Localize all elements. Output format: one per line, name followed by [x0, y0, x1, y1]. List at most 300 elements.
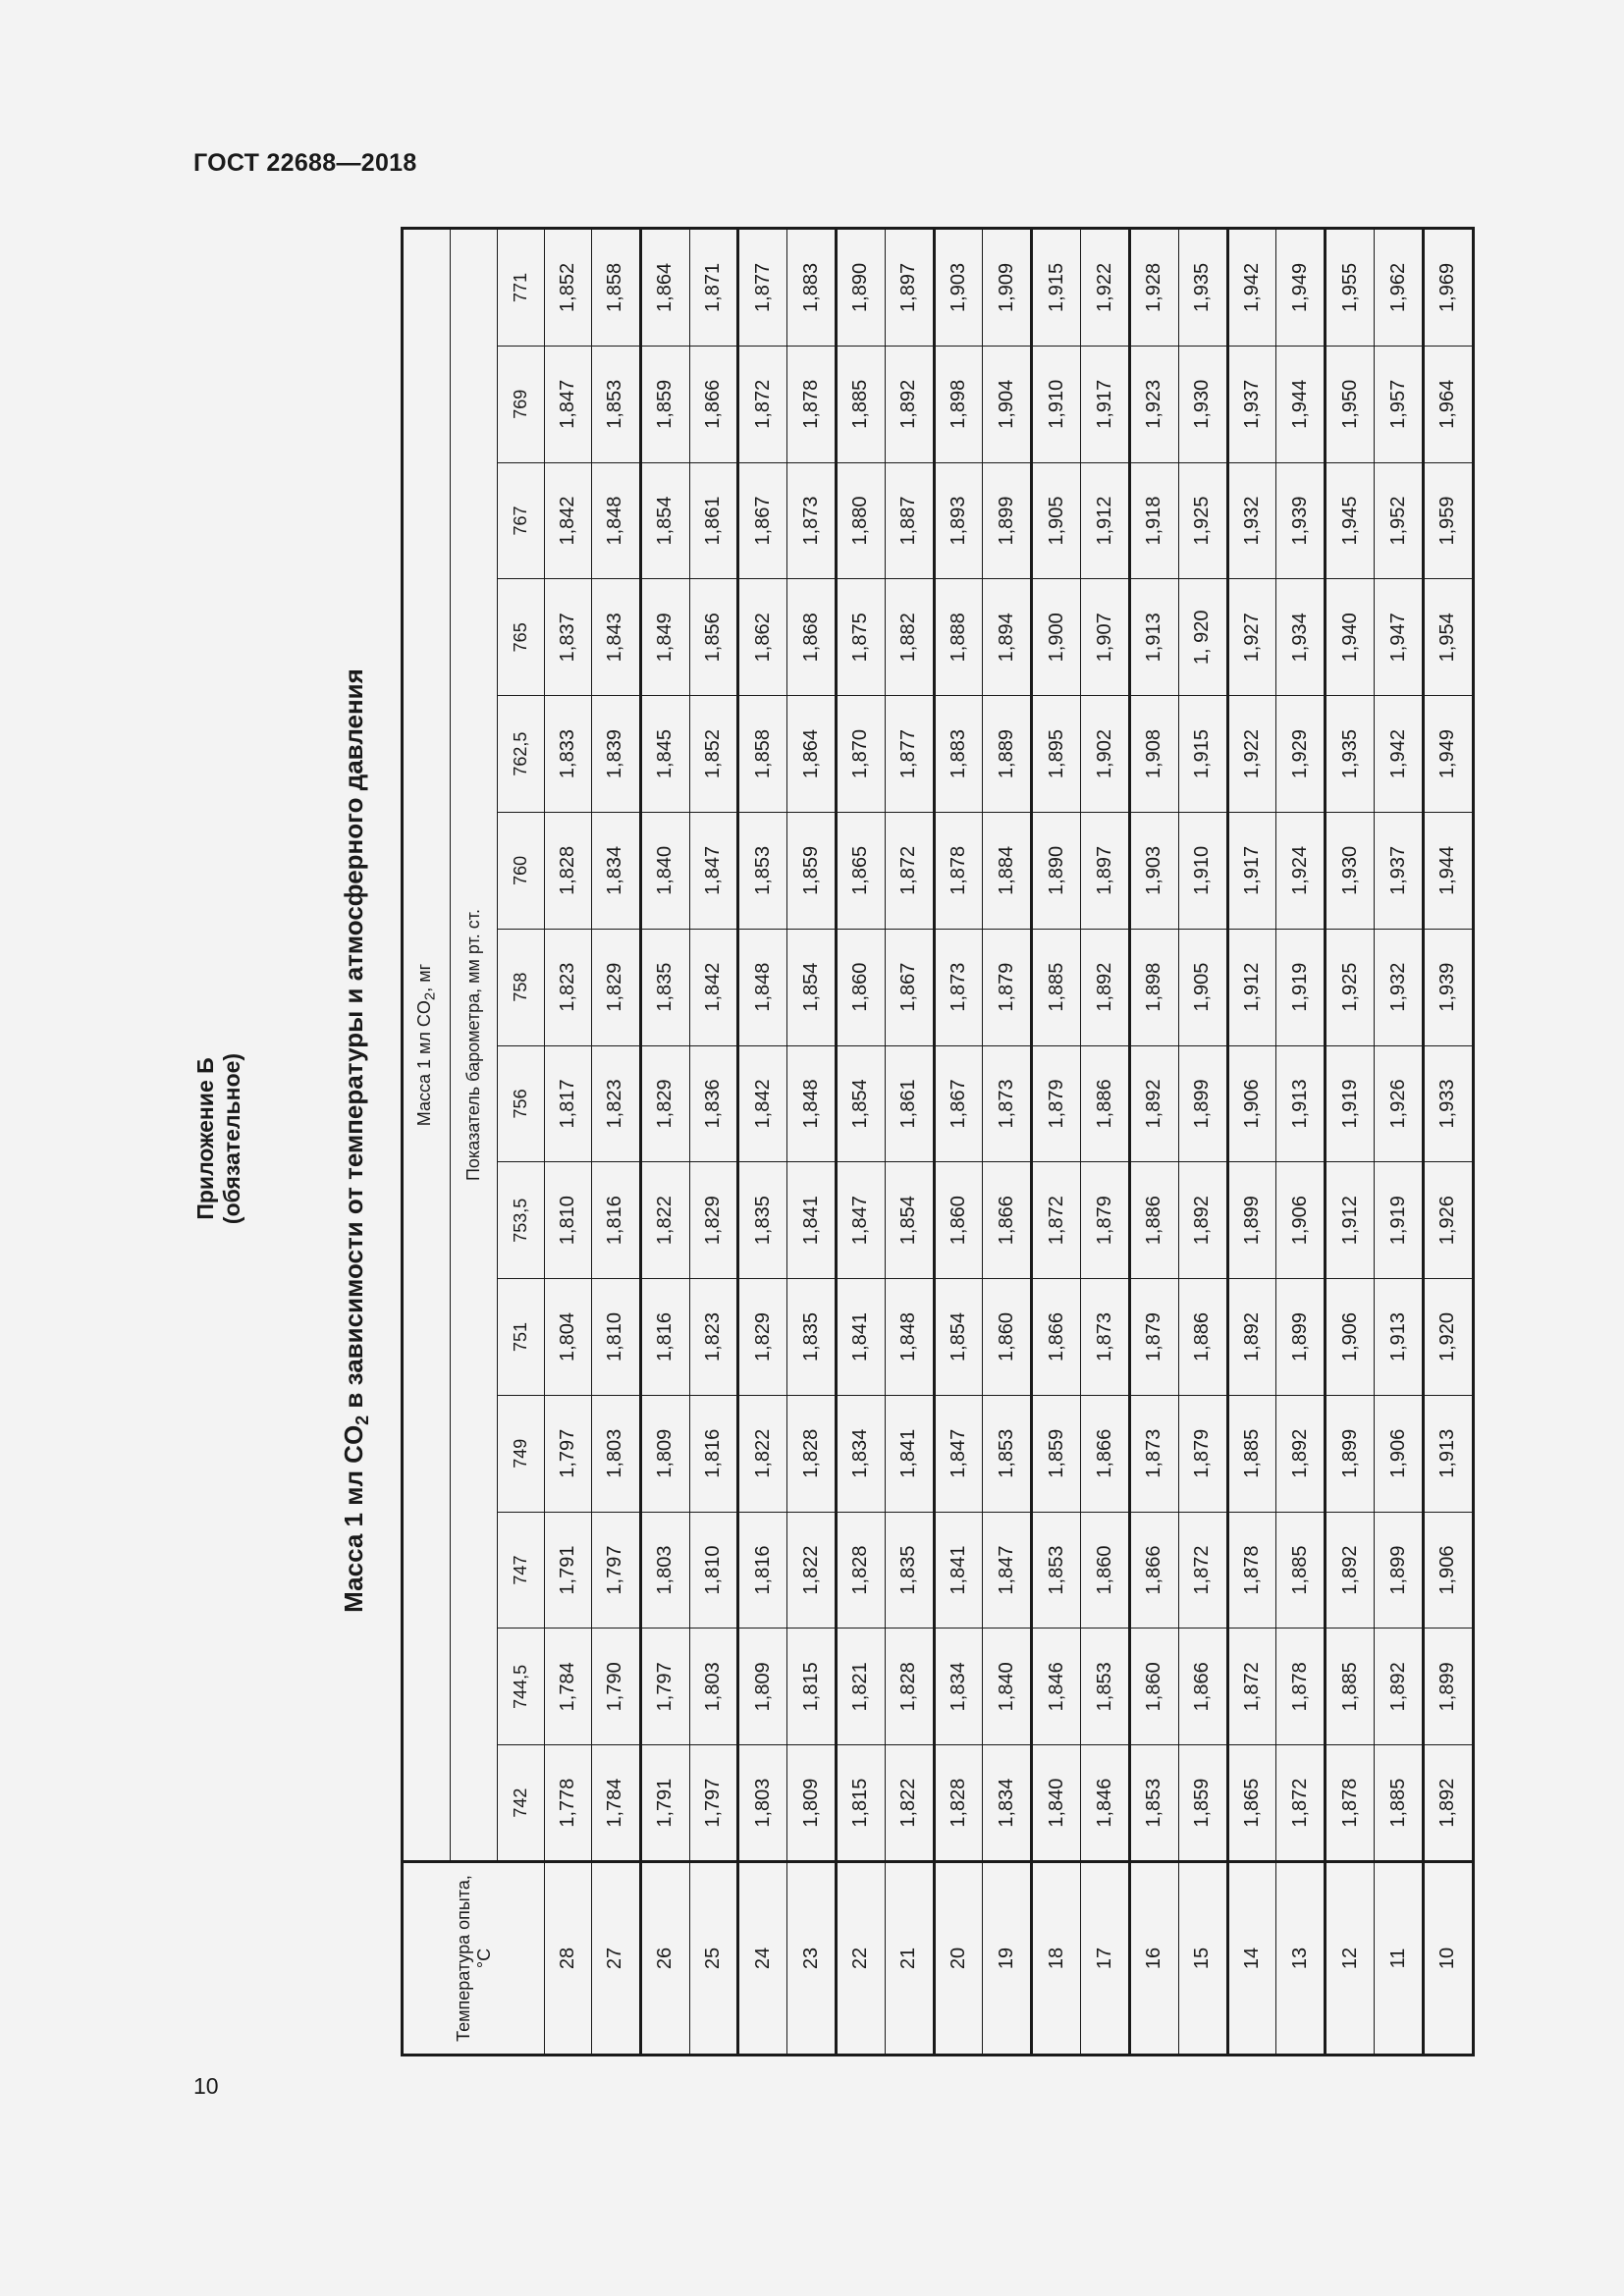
mass-value-cell: 1,878: [1276, 1629, 1326, 1745]
mass-value-cell: 1,885: [1032, 929, 1081, 1045]
mass-value-cell: 1,853: [1129, 1745, 1178, 1862]
mass-value-cell: 1,879: [1178, 1395, 1227, 1512]
mass-header-sub: 2: [421, 991, 439, 1001]
mass-value-cell: 1,898: [1129, 929, 1178, 1045]
table-body: [545, 230, 1473, 2055]
mass-value-cell: 1,823: [689, 1279, 738, 1396]
pressure-values-row: [498, 230, 545, 2055]
mass-value-cell: 1,883: [787, 230, 837, 347]
mass-value-cell: 1,815: [836, 1745, 885, 1862]
pressure-column-header: 753,5: [498, 1162, 545, 1279]
table-row: [1178, 230, 1227, 2055]
mass-value-cell: 1,817: [545, 1045, 592, 1162]
pressure-header: Показатель барометра, мм рт. ст.: [451, 230, 498, 1862]
temperature-cell: 22: [836, 1862, 885, 2055]
mass-value-cell: 1,899: [1423, 1629, 1472, 1745]
table-row: [1326, 230, 1375, 2055]
mass-value-cell: 1,942: [1227, 230, 1276, 347]
mass-value-cell: 1,892: [885, 346, 934, 462]
mass-value-cell: 1,797: [689, 1745, 738, 1862]
table-row: [591, 230, 640, 2055]
temperature-header: Температура опыта, °С: [404, 1862, 545, 2055]
mass-value-cell: 1,873: [983, 1045, 1032, 1162]
mass-value-cell: 1,885: [1375, 1745, 1424, 1862]
mass-value-cell: 1,864: [640, 230, 689, 347]
mass-value-cell: 1,866: [1081, 1395, 1130, 1512]
mass-value-cell: 1,868: [787, 579, 837, 696]
mass-value-cell: 1,834: [934, 1629, 983, 1745]
mass-value-cell: 1,829: [738, 1279, 787, 1396]
mass-value-cell: 1,912: [1081, 462, 1130, 579]
pressure-column-header: 760: [498, 812, 545, 929]
mass-value-cell: 1,848: [885, 1279, 934, 1396]
mass-value-cell: 1,947: [1375, 579, 1424, 696]
table-row: [836, 230, 885, 2055]
mass-value-cell: 1,790: [591, 1629, 640, 1745]
mass-value-cell: 1,877: [738, 230, 787, 347]
mass-value-cell: 1,847: [983, 1512, 1032, 1629]
mass-value-cell: 1,906: [1375, 1395, 1424, 1512]
table-row: [1129, 230, 1178, 2055]
mass-value-cell: 1,879: [1129, 1279, 1178, 1396]
mass-value-cell: 1,912: [1326, 1162, 1375, 1279]
mass-value-cell: 1,836: [689, 1045, 738, 1162]
mass-value-cell: 1,937: [1227, 346, 1276, 462]
mass-value-cell: 1,906: [1326, 1279, 1375, 1396]
table-row: [640, 230, 689, 2055]
mass-value-cell: 1,955: [1326, 230, 1375, 347]
mass-value-cell: 1,848: [591, 462, 640, 579]
mass-value-cell: 1,909: [983, 230, 1032, 347]
mass-value-cell: 1,828: [787, 1395, 837, 1512]
table-row: [1032, 230, 1081, 2055]
mass-value-cell: 1,828: [836, 1512, 885, 1629]
mass-value-cell: 1,810: [689, 1512, 738, 1629]
mass-value-cell: 1,907: [1081, 579, 1130, 696]
mass-value-cell: 1,875: [836, 579, 885, 696]
mass-value-cell: 1,905: [1032, 462, 1081, 579]
pressure-column-header: 756: [498, 1045, 545, 1162]
page-number: 10: [193, 2073, 219, 2099]
mass-value-cell: 1,842: [545, 462, 592, 579]
pressure-column-header: 767: [498, 462, 545, 579]
mass-value-cell: 1,952: [1375, 462, 1424, 579]
mass-value-cell: 1,835: [738, 1162, 787, 1279]
mass-value-cell: 1,853: [983, 1395, 1032, 1512]
mass-value-cell: 1,816: [640, 1279, 689, 1396]
mass-value-cell: 1,847: [689, 812, 738, 929]
table-title-suffix: в зависимости от температуры и атмосферного давления: [339, 668, 368, 1415]
mass-value-cell: 1,858: [738, 696, 787, 813]
mass-header-suffix: , мг: [414, 963, 435, 992]
mass-value-cell: 1,840: [983, 1629, 1032, 1745]
mass-value-cell: 1,918: [1129, 462, 1178, 579]
temperature-cell: 20: [934, 1862, 983, 2055]
mass-value-cell: 1,866: [1178, 1629, 1227, 1745]
mass-value-cell: 1,892: [1276, 1395, 1326, 1512]
mass-value-cell: 1,865: [1227, 1745, 1276, 1862]
mass-value-cell: 1,854: [787, 929, 837, 1045]
mass-value-cell: 1,879: [1032, 1045, 1081, 1162]
mass-value-cell: 1,892: [1178, 1162, 1227, 1279]
mass-value-cell: 1,835: [787, 1279, 837, 1396]
mass-value-cell: 1,809: [787, 1745, 837, 1862]
mass-value-cell: 1,861: [689, 462, 738, 579]
mass-value-cell: 1,859: [1178, 1745, 1227, 1862]
temperature-cell: 18: [1032, 1862, 1081, 2055]
mass-value-cell: 1,878: [934, 812, 983, 929]
mass-value-cell: 1,913: [1276, 1045, 1326, 1162]
table-row: [1276, 230, 1326, 2055]
mass-value-cell: 1,829: [591, 929, 640, 1045]
mass-value-cell: 1,962: [1375, 230, 1424, 347]
mass-value-cell: 1,866: [689, 346, 738, 462]
mass-value-cell: 1,933: [1423, 1045, 1472, 1162]
table-row: [983, 230, 1032, 2055]
mass-value-cell: 1,882: [885, 579, 934, 696]
mass-value-cell: 1,853: [1032, 1512, 1081, 1629]
mass-value-cell: 1,848: [738, 929, 787, 1045]
mass-value-cell: 1,903: [934, 230, 983, 347]
mass-value-cell: 1,841: [836, 1279, 885, 1396]
appendix-heading: [192, 942, 245, 1335]
table-row: [1423, 230, 1472, 2055]
mass-value-cell: 1,822: [738, 1395, 787, 1512]
mass-value-cell: 1,878: [1326, 1745, 1375, 1862]
mass-value-cell: 1,910: [1032, 346, 1081, 462]
mass-value-cell: 1,860: [1129, 1629, 1178, 1745]
temperature-cell: 23: [787, 1862, 837, 2055]
mass-value-cell: 1,920: [1423, 1279, 1472, 1396]
mass-value-cell: 1,910: [1178, 812, 1227, 929]
mass-value-cell: 1,904: [983, 346, 1032, 462]
mass-value-cell: 1,846: [1081, 1745, 1130, 1862]
mass-value-cell: 1,949: [1423, 696, 1472, 813]
mass-value-cell: 1,897: [1081, 812, 1130, 929]
table-row: [1081, 230, 1130, 2055]
mass-value-cell: 1,944: [1276, 346, 1326, 462]
mass-value-cell: 1,809: [640, 1395, 689, 1512]
table-title-prefix: Масса 1 мл CO: [339, 1424, 368, 1613]
mass-value-cell: 1,797: [545, 1395, 592, 1512]
mass-value-cell: 1,897: [885, 230, 934, 347]
mass-value-cell: 1,840: [1032, 1745, 1081, 1862]
mass-value-cell: 1,828: [545, 812, 592, 929]
temperature-cell: 11: [1375, 1862, 1424, 2055]
table-row: [545, 230, 592, 2055]
mass-value-cell: 1,797: [591, 1512, 640, 1629]
mass-value-cell: 1,847: [545, 346, 592, 462]
mass-value-cell: 1,912: [1227, 929, 1276, 1045]
mass-value-cell: 1,922: [1227, 696, 1276, 813]
mass-value-cell: 1,840: [640, 812, 689, 929]
mass-value-cell: 1,810: [545, 1162, 592, 1279]
mass-value-cell: 1,837: [545, 579, 592, 696]
table-title: [339, 503, 373, 1779]
mass-value-cell: 1,854: [934, 1279, 983, 1396]
mass-value-cell: 1,866: [983, 1162, 1032, 1279]
mass-value-cell: 1,929: [1276, 696, 1326, 813]
mass-value-cell: 1,853: [1081, 1629, 1130, 1745]
mass-value-cell: 1,862: [738, 579, 787, 696]
mass-value-cell: 1,935: [1326, 696, 1375, 813]
mass-value-cell: 1,841: [934, 1512, 983, 1629]
mass-value-cell: 1,853: [591, 346, 640, 462]
mass-value-cell: 1,834: [836, 1395, 885, 1512]
mass-value-cell: 1,926: [1375, 1045, 1424, 1162]
mass-value-cell: 1,852: [545, 230, 592, 347]
document-code: ГОСТ 22688—2018: [193, 149, 417, 177]
temperature-cell: 24: [738, 1862, 787, 2055]
mass-value-cell: 1,913: [1423, 1395, 1472, 1512]
mass-value-cell: 1,954: [1423, 579, 1472, 696]
mass-value-cell: 1,889: [983, 696, 1032, 813]
mass-value-cell: 1,791: [545, 1512, 592, 1629]
mass-value-cell: 1,917: [1081, 346, 1130, 462]
mass-value-cell: 1,859: [640, 346, 689, 462]
mass-value-cell: 1,892: [1375, 1629, 1424, 1745]
pressure-column-header: 758: [498, 929, 545, 1045]
mass-value-cell: 1,867: [738, 462, 787, 579]
temperature-cell: 28: [545, 1862, 592, 2055]
mass-value-cell: 1,923: [1129, 346, 1178, 462]
mass-value-cell: 1,937: [1375, 812, 1424, 929]
mass-value-cell: 1,872: [738, 346, 787, 462]
mass-value-cell: 1,803: [640, 1512, 689, 1629]
mass-value-cell: 1,854: [885, 1162, 934, 1279]
mass-value-cell: 1,940: [1326, 579, 1375, 696]
temperature-cell: 16: [1129, 1862, 1178, 2055]
mass-value-cell: 1,949: [1276, 230, 1326, 347]
mass-value-cell: 1,915: [1032, 230, 1081, 347]
mass-value-cell: 1,890: [836, 230, 885, 347]
temperature-cell: 26: [640, 1862, 689, 2055]
mass-value-cell: 1,924: [1276, 812, 1326, 929]
mass-value-cell: 1,835: [885, 1512, 934, 1629]
mass-value-cell: 1,908: [1129, 696, 1178, 813]
mass-value-cell: 1,903: [1129, 812, 1178, 929]
table-row: [934, 230, 983, 2055]
mass-value-cell: 1,944: [1423, 812, 1472, 929]
mass-value-cell: 1,841: [885, 1395, 934, 1512]
mass-value-cell: 1,865: [836, 812, 885, 929]
mass-value-cell: 1,885: [1227, 1395, 1276, 1512]
appendix-title: Приложение Б: [192, 1057, 218, 1220]
mass-value-cell: 1,847: [836, 1162, 885, 1279]
mass-value-cell: 1,860: [983, 1279, 1032, 1396]
mass-value-cell: 1,878: [1227, 1512, 1276, 1629]
mass-value-cell: 1,913: [1129, 579, 1178, 696]
mass-value-cell: 1,834: [983, 1745, 1032, 1862]
mass-value-cell: 1,828: [934, 1745, 983, 1862]
mass-value-cell: 1,848: [787, 1045, 837, 1162]
mass-value-cell: 1,872: [1032, 1162, 1081, 1279]
mass-value-cell: 1,894: [983, 579, 1032, 696]
mass-value-cell: 1,964: [1423, 346, 1472, 462]
mass-value-cell: 1,930: [1326, 812, 1375, 929]
pressure-column-header: 747: [498, 1512, 545, 1629]
mass-value-cell: 1,845: [640, 696, 689, 813]
temperature-cell: 17: [1081, 1862, 1130, 2055]
mass-value-cell: 1,809: [738, 1629, 787, 1745]
mass-value-cell: 1,917: [1227, 812, 1276, 929]
mass-value-cell: 1,932: [1375, 929, 1424, 1045]
mass-value-cell: 1,898: [934, 346, 983, 462]
pressure-column-header: 744,5: [498, 1629, 545, 1745]
mass-value-cell: 1,888: [934, 579, 983, 696]
mass-value-cell: 1,919: [1326, 1045, 1375, 1162]
co2-mass-table: [403, 229, 1473, 2055]
mass-value-cell: 1,829: [689, 1162, 738, 1279]
mass-value-cell: 1,858: [591, 230, 640, 347]
table-row: [1375, 230, 1424, 2055]
mass-value-cell: 1,860: [836, 929, 885, 1045]
mass-value-cell: 1,959: [1423, 462, 1472, 579]
mass-value-cell: 1,839: [591, 696, 640, 813]
mass-value-cell: 1,906: [1276, 1162, 1326, 1279]
mass-value-cell: 1,906: [1227, 1045, 1276, 1162]
pressure-column-header: 742: [498, 1745, 545, 1862]
mass-value-cell: 1,816: [738, 1512, 787, 1629]
table-row: [689, 230, 738, 2055]
mass-value-cell: 1,804: [545, 1279, 592, 1396]
mass-value-cell: 1,919: [1375, 1162, 1424, 1279]
mass-value-cell: 1,872: [1178, 1512, 1227, 1629]
mass-value-cell: 1,915: [1178, 696, 1227, 813]
mass-value-cell: 1,866: [1032, 1279, 1081, 1396]
mass-value-cell: 1,871: [689, 230, 738, 347]
mass-value-cell: 1,873: [934, 929, 983, 1045]
mass-value-cell: 1,873: [1129, 1395, 1178, 1512]
mass-value-cell: 1,853: [738, 812, 787, 929]
temperature-cell: 19: [983, 1862, 1032, 2055]
mass-value-cell: 1,892: [1423, 1745, 1472, 1862]
mass-value-cell: 1,939: [1423, 929, 1472, 1045]
temperature-cell: 27: [591, 1862, 640, 2055]
mass-value-cell: 1,930: [1178, 346, 1227, 462]
mass-value-cell: 1,886: [1129, 1162, 1178, 1279]
mass-value-cell: 1,880: [836, 462, 885, 579]
mass-value-cell: 1,886: [1081, 1045, 1130, 1162]
mass-value-cell: 1,860: [1081, 1512, 1130, 1629]
mass-value-cell: 1,791: [640, 1745, 689, 1862]
mass-value-cell: 1,864: [787, 696, 837, 813]
table-row: [885, 230, 934, 2055]
mass-value-cell: 1,913: [1375, 1279, 1424, 1396]
mass-value-cell: 1,847: [934, 1395, 983, 1512]
mass-value-cell: 1,945: [1326, 462, 1375, 579]
mass-value-cell: 1,926: [1423, 1162, 1472, 1279]
pressure-column-header: 771: [498, 230, 545, 347]
temperature-cell: 10: [1423, 1862, 1472, 2055]
mass-value-cell: 1,803: [689, 1629, 738, 1745]
mass-value-cell: 1,893: [934, 462, 983, 579]
mass-value-cell: 1,900: [1032, 579, 1081, 696]
mass-value-cell: 1,803: [591, 1395, 640, 1512]
mass-value-cell: 1,950: [1326, 346, 1375, 462]
mass-value-cell: 1,886: [1178, 1279, 1227, 1396]
pressure-column-header: 769: [498, 346, 545, 462]
mass-value-cell: 1,852: [689, 696, 738, 813]
mass-value-cell: 1,935: [1178, 230, 1227, 347]
mass-value-cell: 1,885: [1276, 1512, 1326, 1629]
mass-header-prefix: Масса 1 мл CO: [414, 1000, 435, 1127]
mass-value-cell: 1,854: [640, 462, 689, 579]
mass-value-cell: 1,846: [1032, 1629, 1081, 1745]
mass-value-cell: 1,816: [689, 1395, 738, 1512]
mass-value-cell: 1,899: [1178, 1045, 1227, 1162]
pressure-column-header: 765: [498, 579, 545, 696]
mass-value-cell: 1,873: [1081, 1279, 1130, 1396]
temperature-cell: 15: [1178, 1862, 1227, 2055]
temperature-cell: 14: [1227, 1862, 1276, 2055]
mass-value-cell: 1,899: [1326, 1395, 1375, 1512]
mass-value-cell: 1,815: [787, 1629, 837, 1745]
mass-value-cell: 1,934: [1276, 579, 1326, 696]
mass-value-cell: 1,892: [1129, 1045, 1178, 1162]
mass-value-cell: 1,821: [836, 1629, 885, 1745]
mass-value-cell: 1,856: [689, 579, 738, 696]
mass-value-cell: 1,849: [640, 579, 689, 696]
mass-value-cell: 1,866: [1129, 1512, 1178, 1629]
pressure-column-header: 762,5: [498, 696, 545, 813]
mass-value-cell: 1,927: [1227, 579, 1276, 696]
mass-value-cell: 1,861: [885, 1045, 934, 1162]
mass-value-cell: 1,835: [640, 929, 689, 1045]
mass-value-cell: 1,822: [640, 1162, 689, 1279]
table-title-sub: 2: [352, 1415, 373, 1425]
table-row: [787, 230, 837, 2055]
mass-value-cell: 1,879: [1081, 1162, 1130, 1279]
mass-value-cell: 1,932: [1227, 462, 1276, 579]
mass-value-cell: 1,822: [787, 1512, 837, 1629]
mass-value-cell: 1,810: [591, 1279, 640, 1396]
mass-value-cell: 1,883: [934, 696, 983, 813]
mass-value-cell: 1,899: [1375, 1512, 1424, 1629]
temperature-cell: 12: [1326, 1862, 1375, 2055]
pressure-column-header: 749: [498, 1395, 545, 1512]
mass-header: [404, 230, 451, 1862]
mass-value-cell: 1,892: [1081, 929, 1130, 1045]
mass-value-cell: 1,823: [591, 1045, 640, 1162]
appendix-status: (обязательное): [219, 1052, 244, 1225]
mass-value-cell: 1,892: [1227, 1279, 1276, 1396]
mass-value-cell: 1,784: [545, 1629, 592, 1745]
mass-value-cell: 1,834: [591, 812, 640, 929]
mass-value-cell: 1,823: [545, 929, 592, 1045]
mass-value-cell: 1,957: [1375, 346, 1424, 462]
temperature-cell: 21: [885, 1862, 934, 2055]
mass-value-cell: 1,890: [1032, 812, 1081, 929]
mass-value-cell: 1,867: [934, 1045, 983, 1162]
temperature-cell: 13: [1276, 1862, 1326, 2055]
mass-value-cell: 1,872: [1227, 1629, 1276, 1745]
mass-value-cell: 1,873: [787, 462, 837, 579]
mass-value-cell: 1,841: [787, 1162, 837, 1279]
mass-value-cell: 1,892: [1326, 1512, 1375, 1629]
temperature-cell: 25: [689, 1862, 738, 2055]
mass-value-cell: 1,899: [1227, 1162, 1276, 1279]
mass-value-cell: 1,803: [738, 1745, 787, 1862]
table-row: [738, 230, 787, 2055]
mass-value-cell: 1,778: [545, 1745, 592, 1862]
mass-value-cell: 1,833: [545, 696, 592, 813]
mass-value-cell: 1,878: [787, 346, 837, 462]
mass-value-cell: 1,895: [1032, 696, 1081, 813]
mass-value-cell: 1,884: [983, 812, 1032, 929]
mass-value-cell: 1,899: [983, 462, 1032, 579]
mass-value-cell: 1,859: [1032, 1395, 1081, 1512]
